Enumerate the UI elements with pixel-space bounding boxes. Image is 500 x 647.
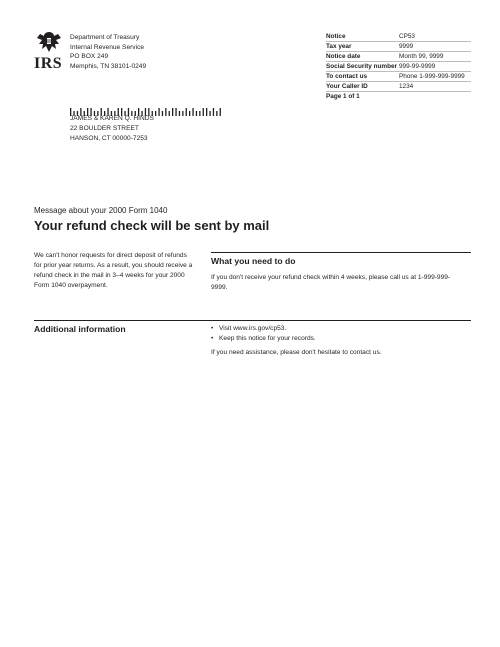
agency-line: Memphis, TN 38101-0249 — [70, 62, 147, 70]
what-to-do-body: If you don't receive your refund check within 4 weeks, please call us at 1-999-999-9999. — [211, 274, 451, 291]
barcode-bar — [192, 108, 193, 116]
recipient-line: JAMES & KAREN Q. HINDS — [70, 115, 154, 122]
list-item-text: Visit www.irs.gov/cp53. — [219, 325, 287, 332]
barcode-bar — [199, 111, 200, 116]
section-divider — [34, 320, 471, 321]
barcode-bar — [175, 108, 176, 116]
notice-info-label: Tax year — [326, 43, 352, 50]
notice-info-label: Social Security number — [326, 63, 398, 70]
barcode-bar — [213, 108, 214, 116]
notice-info-value: 999-99-9999 — [399, 63, 436, 70]
irs-logo-text: IRS — [34, 55, 63, 72]
barcode-bar — [155, 111, 156, 116]
barcode-bar — [196, 111, 197, 116]
agency-line: Internal Revenue Service — [70, 43, 145, 51]
page-number: Page 1 of 1 — [326, 93, 360, 100]
irs-eagle-logo — [34, 30, 64, 54]
notice-info-row — [326, 72, 471, 82]
list-item — [211, 324, 461, 334]
barcode-bar — [203, 108, 204, 116]
recipient-line: 22 BOULDER STREET — [70, 124, 139, 132]
what-to-do-heading: What you need to do — [211, 256, 296, 266]
bullet-icon: • — [211, 335, 214, 342]
barcode-bar — [179, 111, 180, 116]
notice-info-value: Phone 1-999-999-9999 — [399, 73, 465, 80]
barcode-bar — [206, 108, 207, 116]
barcode-bar — [209, 111, 210, 116]
notice-info-label: Notice date — [326, 53, 361, 60]
barcode-bar — [186, 108, 187, 116]
notice-title: Your refund check will be sent by mail — [34, 218, 270, 233]
notice-info-table — [326, 32, 471, 101]
recipient-line: HANSON, CT 00000-7253 — [70, 134, 148, 142]
barcode-bar — [169, 111, 170, 116]
barcode-bar — [162, 111, 163, 116]
notice-subtitle: Message about your 2000 Form 1040 — [34, 206, 168, 215]
agency-line: PO BOX 249 — [70, 53, 109, 61]
additional-info-list — [211, 324, 461, 344]
list-item-text: Keep this notice for your records. — [219, 335, 316, 342]
section-divider — [211, 252, 471, 253]
notice-info-label: To contact us — [326, 73, 368, 80]
barcode-bar — [182, 111, 183, 116]
notice-info-row — [326, 32, 471, 42]
notice-info-value: 1234 — [399, 83, 414, 90]
notice-info-value: 9999 — [399, 43, 414, 50]
barcode-bar — [172, 108, 173, 116]
notice-info-row — [326, 82, 471, 92]
recipient-address — [70, 114, 154, 143]
notice-info-row — [326, 52, 471, 62]
barcode-bar — [189, 111, 190, 116]
notice-info-value: CP53 — [399, 33, 415, 40]
notice-info-label: Your Caller ID — [326, 83, 368, 90]
list-item — [211, 334, 461, 344]
agency-address — [70, 33, 146, 71]
notice-info-value: Month 99, 9999 — [399, 53, 444, 60]
barcode-bar — [220, 108, 221, 116]
notice-info-row — [326, 62, 471, 72]
bullet-icon: • — [211, 325, 214, 332]
notice-info-label: Notice — [326, 33, 346, 40]
summary-paragraph: We can't honor requests for direct deposit of refunds for prior year returns. As a result, you should receive a refund check in the mail in 3–4 weeks for your 2000 Form 1040 overpayment. — [34, 252, 193, 289]
barcode-bar — [216, 111, 217, 116]
barcode-bar — [165, 108, 166, 116]
additional-info-heading: Additional information — [34, 324, 126, 334]
barcode-bar — [158, 108, 159, 116]
assistance-note: If you need assistance, please don't hesitate to contact us. — [211, 349, 382, 356]
notice-info-row — [326, 42, 471, 52]
agency-line: Department of Treasury — [70, 34, 140, 41]
